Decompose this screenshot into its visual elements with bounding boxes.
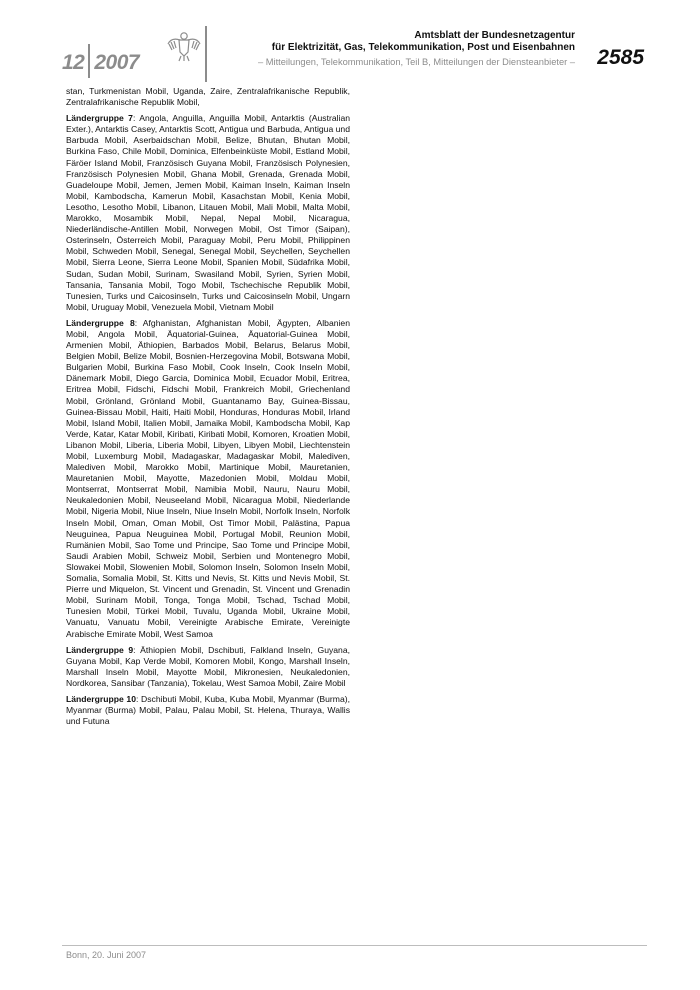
issue-indicator (62, 44, 139, 78)
group-10-label: Ländergruppe 10 (66, 693, 136, 704)
intro-paragraph: stan, Turkmenistan Mobil, Uganda, Zaire, Zentralafrikanische Republik, Zentralafrikanische Republik Mobil, (66, 86, 350, 108)
group-8-text: : Afghanistan, Afghanistan Mobil, Ägypten, Albanien Mobil, Angola Mobil, Äquatorial-Guinea, Äquatorial-Guinea Mobil, Armenien Mobil, Äthiopien, Barbados Mobil, Belarus, Belarus Mobil, Belgien Mobil, Belize Mobil, Bosnien-Herzegovina Mobil, Botswana Mobil, Bulgarien Mobil, Burkina Faso Mobil, Cook Inseln, Cook Inseln Mobil, Dänemark Mobil, Diego Garcia, Dominica Mobil, Ecuador Mobil, Eritrea, Eritrea Mobil, Fidschi, Fidschi Mobil, Frankreich Mobil, Griechenland Mobil, Grönland, Grönland Mobil, Guantanamo Bay, Guinea-Bissau, Guinea-Bissau Mobil, Haiti, Haiti Mobil, Honduras, Honduras Mobil, Irland Mobil, Island Mobil, Italien Mobil, Jamaika Mobil, Kambodscha Mobil, Kap Verde, Katar, Katar Mobil, Kiribati, Kiribati Mobil, Komoren, Kroatien Mobil, Libanon Mobil, Liberia, Liberia Mobil, Libyen, Libyen Mobil, Liechtenstein Mobil, Luxemburg Mobil, Madagaskar, Madagaskar Mobil, Malediven, Malediven Mobil, Marokko Mobil, Martinique Mobil, Mauretanien, Mauretanien Mobil, Mayotte, Mazedonien Mobil, Moldau Mobil, Montserrat, Montserrat Mobil, Namibia Mobil, Nauru, Nauru Mobil, Neukaledonien Mobil, Neuseeland Mobil, Nicaragua Mobil, Niederlande Mobil, Nigeria Mobil, Niue Inseln, Niue Inseln Mobil, Norfolk Inseln, Norfolk Inseln Mobil, Oman, Oman Mobil, Ost Timor Mobil, Palästina, Papua Neuguinea, Papua Neuguinea Mobil, Portugal Mobil, Reunion Mobil, Rumänien Mobil, Sao Tome und Principe, Sao Tome und Principe Mobil, Saudi Arabien Mobil, Schweiz Mobil, Serbien und Montenegro Mobil, Slowakei Mobil, Slowenien Mobil, Solomon Inseln, Solomon Inseln Mobil, Somalia, Somalia Mobil, St. Kitts und Nevis, St. Kitts und Nevis Mobil, St. Pierre und Miquelon, St. Vincent und Grenadin, St. Vincent und Grenadin Mobil, Surinam Mobil, Tonga, Tonga Mobil, Tschad, Tschad Mobil, Tunesien Mobil, Türkei Mobil, Tuvalu, Uganda Mobil, Ukraine Mobil, Vanuatu, Vanuatu Mobil, Vereinigte Arabische Emirate, Vereinigte Arabische Emirate Mobil, West Samoa (66, 317, 350, 639)
issue-separator (88, 44, 90, 78)
gazette-title-line-1: Amtsblatt der Bundesnetzagentur (414, 30, 575, 41)
gazette-subtitle: – Mitteilungen, Telekommunikation, Teil B, Mitteilungen der Diensteanbieter – (258, 57, 575, 67)
group-7-text: : Angola, Anguilla, Anguilla Mobil, Antarktis (Australian Exter.), Antarktis Casey, Antarktis Scott, Antigua und Barbuda, Antigua und Barbuda Mobil, Aserbaidschan Mobil, Belize, Bhutan, Bhutan Mobil, Burkina Faso, Chile Mobil, Dominica, Elfenbeinküste Mobil, Estland Mobil, Färöer Island Mobil, Französisch Guyana Mobil, Französisch Polynesien, Französisch Polynesien Mobil, Ghana Mobil, Grenada, Grenada Mobil, Guadeloupe Mobil, Jemen, Jemen Mobil, Kaiman Inseln, Kaiman Inseln Mobil, Kambodscha, Kamerun Mobil, Kasachstan Mobil, Kenia Mobil, Lesotho, Lesotho Mobil, Libanon, Litauen Mobil, Mali Mobil, Malta Mobil, Marokko, Mosambik Mobil, Nepal, Nepal Mobil, Nicaragua, Niederländische-Antillen Mobil, Norwegen Mobil, Ost Timor (Saipan), Osterinseln, Österreich Mobil, Paraguay Mobil, Peru Mobil, Philippinen Mobil, Schweden Mobil, Senegal, Senegal Mobil, Seychellen, Seychellen Mobil, Sierra Leone, Sierra Leone Mobil, Spanien Mobil, Südafrika Mobil, Sudan, Sudan Mobil, Surinam, Swasiland Mobil, Syrien, Syrien Mobil, Tansania, Tansania Mobil, Togo Mobil, Tschechische Republik Mobil, Tunesien, Turks und Caicosinseln, Turks und Caicosinseln Mobil, Ungarn Mobil, Uruguay Mobil, Venezuela Mobil, Vietnam Mobil (66, 113, 350, 312)
footer-date: Bonn, 20. Juni 2007 (66, 950, 147, 960)
group-10-text: : Dschibuti Mobil, Kuba, Kuba Mobil, Myanmar (Burma), Myanmar (Burma) Mobil, Palau, Palau Mobil, St. Helena, Thuraya, Wallis und Futuna (66, 693, 350, 727)
group-9-text: : Äthiopien Mobil, Dschibuti, Falkland Inseln, Guyana, Guyana Mobil, Kap Verde Mobil, Komoren Mobil, Kongo, Marshall Inseln, Marshall Inseln Mobil, Mayotte Mobil, Mikronesien, Neukaledonien, Nordkorea, Sansibar (Tanzania), Tokelau, West Samoa Mobil, Zaire Mobil (66, 644, 350, 688)
group-7-label: Ländergruppe 7 (66, 113, 133, 124)
country-group-7 (66, 113, 350, 313)
gazette-title-line-2: für Elektrizität, Gas, Telekommunikation, Post und Eisenbahnen (271, 42, 575, 53)
footer-rule (62, 945, 647, 946)
country-group-8 (66, 318, 350, 640)
group-9-label: Ländergruppe 9 (66, 644, 134, 655)
gazette-title (175, 30, 575, 54)
country-group-10 (66, 694, 350, 727)
issue-number: 12 (62, 51, 85, 74)
page-number: 2585 (597, 46, 644, 69)
issue-year: 2007 (94, 51, 140, 74)
country-group-9 (66, 645, 350, 689)
main-text-column (66, 86, 350, 732)
group-8-label: Ländergruppe 8 (66, 317, 135, 328)
